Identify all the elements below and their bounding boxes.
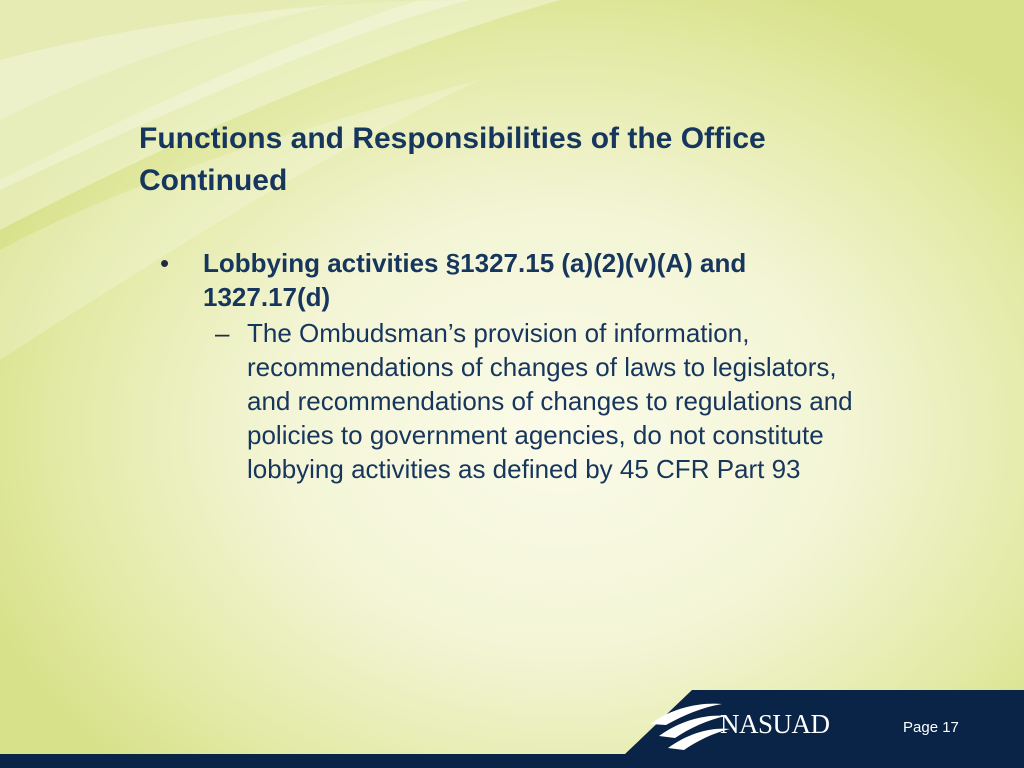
bullet-dot-icon: • <box>160 248 170 278</box>
bullet-text: Lobbying activities §1327.15 (a)(2)(v)(A) and 1327.17(d) <box>203 248 747 312</box>
nasuad-logo-text: NASUAD <box>720 709 830 739</box>
slide-title: Functions and Responsibilities of the Office Continued <box>139 122 766 197</box>
page-number: Page 17 <box>903 719 959 736</box>
sub-bullet-text: The Ombudsman’s provision of information, recommendations of changes of laws to legislators, and recommendations of changes to regulations and policies to government agencies, do not constitute lobbying activities as defined by 45 CFR Part 93 <box>247 318 853 484</box>
dash-icon: – <box>215 318 230 348</box>
